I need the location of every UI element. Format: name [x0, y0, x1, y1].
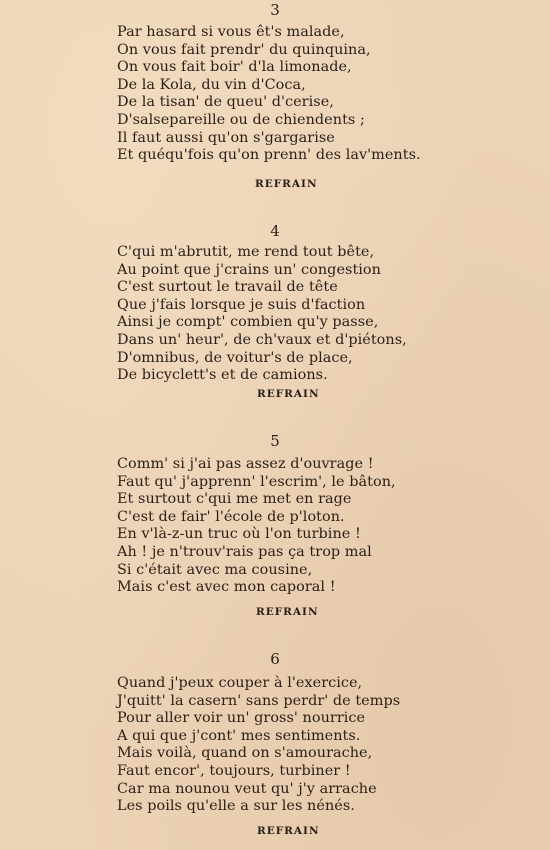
stanza-number: 6 — [270, 650, 280, 668]
verse-line: Ah ! je n'trouv'rais pas ça trop mal — [117, 543, 372, 560]
stanza-3 — [117, 24, 421, 165]
verse-line: On vous fait boir' d'la limonade, — [117, 59, 352, 76]
verse-line: Et quéqu'fois qu'on prenn' des lav'ments. — [117, 147, 421, 164]
verse-line: Comm' si j'ai pas assez d'ouvrage ! — [117, 456, 374, 472]
verse-line: A qui que j'cont' mes sentiments. — [117, 727, 361, 744]
stanza-4 — [117, 244, 407, 385]
verse-line: Et surtout c'qui me met en rage — [117, 491, 352, 508]
verse-line: De la Kola, du vin d'Coca, — [117, 76, 306, 93]
stanza-number: 4 — [270, 222, 280, 240]
refrain-label: REFRAIN — [257, 825, 320, 837]
verse-line: Que j'fais lorsque je suis d'faction — [117, 296, 366, 313]
verse-line: C'est de fair' l'école de p'loton. — [117, 508, 345, 525]
verse-line: Il faut aussi qu'on s'gargarise — [117, 129, 335, 146]
verse-line: Ainsi je compt' combien qu'y passe, — [117, 314, 379, 331]
verse-line: Dans un' heur', de ch'vaux et d'piétons, — [117, 331, 407, 348]
verse-line: On vous fait prendr' du quinquina, — [117, 41, 371, 58]
stanza-6 — [117, 675, 400, 816]
stanza-5 — [117, 456, 396, 597]
verse-line: Mais voilà, quand on s'amourache, — [117, 745, 373, 762]
verse-line: D'salsepareille ou de chiendents ; — [117, 111, 365, 128]
page-number: 3 — [270, 1, 280, 19]
verse-line: Car ma nounou veut qu' j'y arrache — [117, 780, 377, 797]
verse-line: Faut qu' j'apprenn' l'escrim', le bâton, — [117, 473, 396, 490]
verse-line: Par hasard si vous êt's malade, — [117, 24, 345, 40]
verse-line: De la tisan' de queu' d'cerise, — [117, 94, 334, 111]
refrain-label: REFRAIN — [256, 606, 319, 618]
verse-line: Quand j'peux couper à l'exercice, — [117, 675, 363, 691]
verse-line: Au point que j'crains un' congestion — [117, 261, 381, 278]
refrain-label: REFRAIN — [255, 178, 318, 190]
verse-line: Mais c'est avec mon caporal ! — [117, 579, 336, 596]
verse-line: De bicyclett's et de camions. — [117, 367, 328, 384]
verse-line: C'qui m'abrutit, me rend tout bête, — [117, 244, 375, 260]
stanza-number: 5 — [270, 432, 280, 450]
refrain-label: REFRAIN — [257, 388, 320, 400]
verse-line: J'quitt' la casern' sans perdr' de temps — [117, 692, 401, 709]
verse-line: Si c'était avec ma cousine, — [117, 561, 313, 578]
verse-line: Les poils qu'elle a sur les nénés. — [117, 798, 355, 815]
verse-line: C'est surtout le travail de tête — [117, 279, 338, 296]
verse-line: D'omnibus, de voitur's de place, — [117, 349, 353, 366]
verse-line: Faut encor', toujours, turbiner ! — [117, 762, 351, 779]
verse-line: Pour aller voir un' gross' nourrice — [117, 710, 366, 727]
verse-line: En v'là-z-un truc où l'on turbine ! — [117, 526, 361, 543]
